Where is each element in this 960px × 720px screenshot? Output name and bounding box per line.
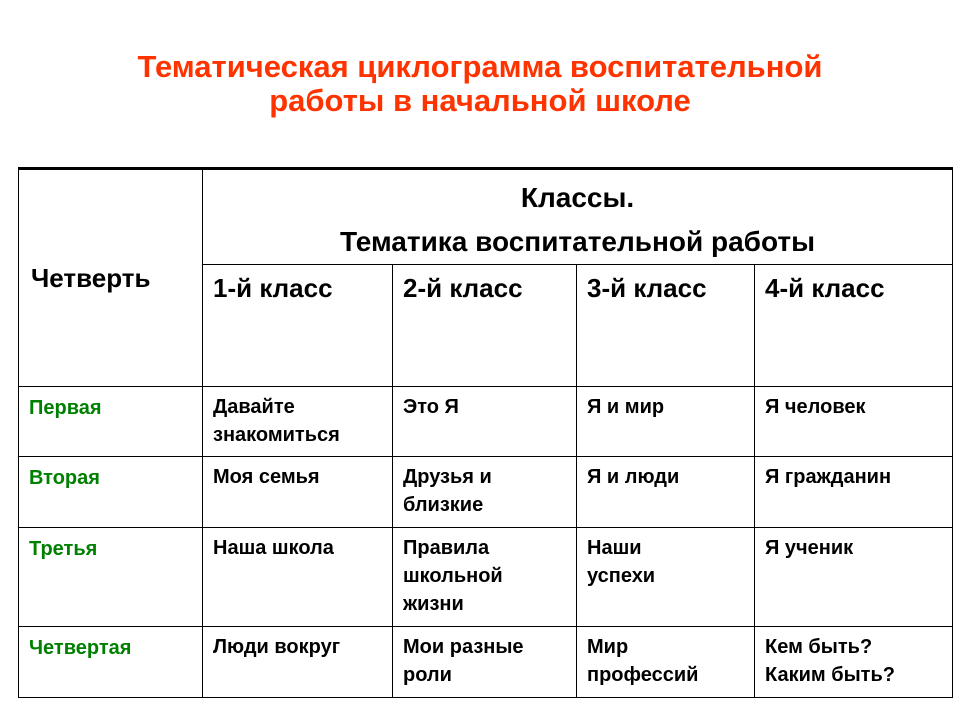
class-column-header: 1-й класс: [203, 265, 393, 387]
title-line-2: работы в начальной школе: [269, 83, 691, 118]
theme-cell: Мир профессий: [577, 627, 755, 698]
class-column-header: 2-й класс: [393, 265, 577, 387]
quarter-header: Четверть: [19, 169, 203, 387]
quarter-cell: Третья: [19, 528, 203, 627]
classes-header-line-1: Классы.: [520, 182, 635, 213]
theme-cell: Я и мир: [577, 387, 755, 457]
theme-cell: Правила школьной жизни: [393, 528, 577, 627]
class-column-header: 3-й класс: [577, 265, 755, 387]
classes-header: [203, 169, 953, 265]
theme-cell: Я и люди: [577, 457, 755, 528]
table-row: [19, 387, 953, 457]
theme-cell: Друзья и близкие: [393, 457, 577, 528]
theme-cell: Я ученик: [755, 528, 953, 627]
theme-cell: Наши успехи: [577, 528, 755, 627]
theme-cell: Давайте знакомиться: [203, 387, 393, 457]
theme-cell: Я гражданин: [755, 457, 953, 528]
theme-cell: Наша школа: [203, 528, 393, 627]
table-row: [19, 457, 953, 528]
quarter-cell: Вторая: [19, 457, 203, 528]
classes-header-line-2: Тематика воспитательной работы: [340, 226, 816, 257]
theme-cell: Мои разные роли: [393, 627, 577, 698]
cyclogram-table: [18, 167, 953, 698]
title-line-1: Тематическая циклограмма воспитательной: [137, 49, 823, 84]
theme-cell: Люди вокруг: [203, 627, 393, 698]
quarter-cell: Четвертая: [19, 627, 203, 698]
quarter-cell: Первая: [19, 387, 203, 457]
theme-cell: Моя семья: [203, 457, 393, 528]
theme-cell: Я человек: [755, 387, 953, 457]
theme-cell: Это Я: [393, 387, 577, 457]
class-column-header: 4-й класс: [755, 265, 953, 387]
theme-cell: Кем быть? Каким быть?: [755, 627, 953, 698]
table-row: [19, 528, 953, 627]
table-row: [19, 627, 953, 698]
page-title: [0, 50, 960, 118]
